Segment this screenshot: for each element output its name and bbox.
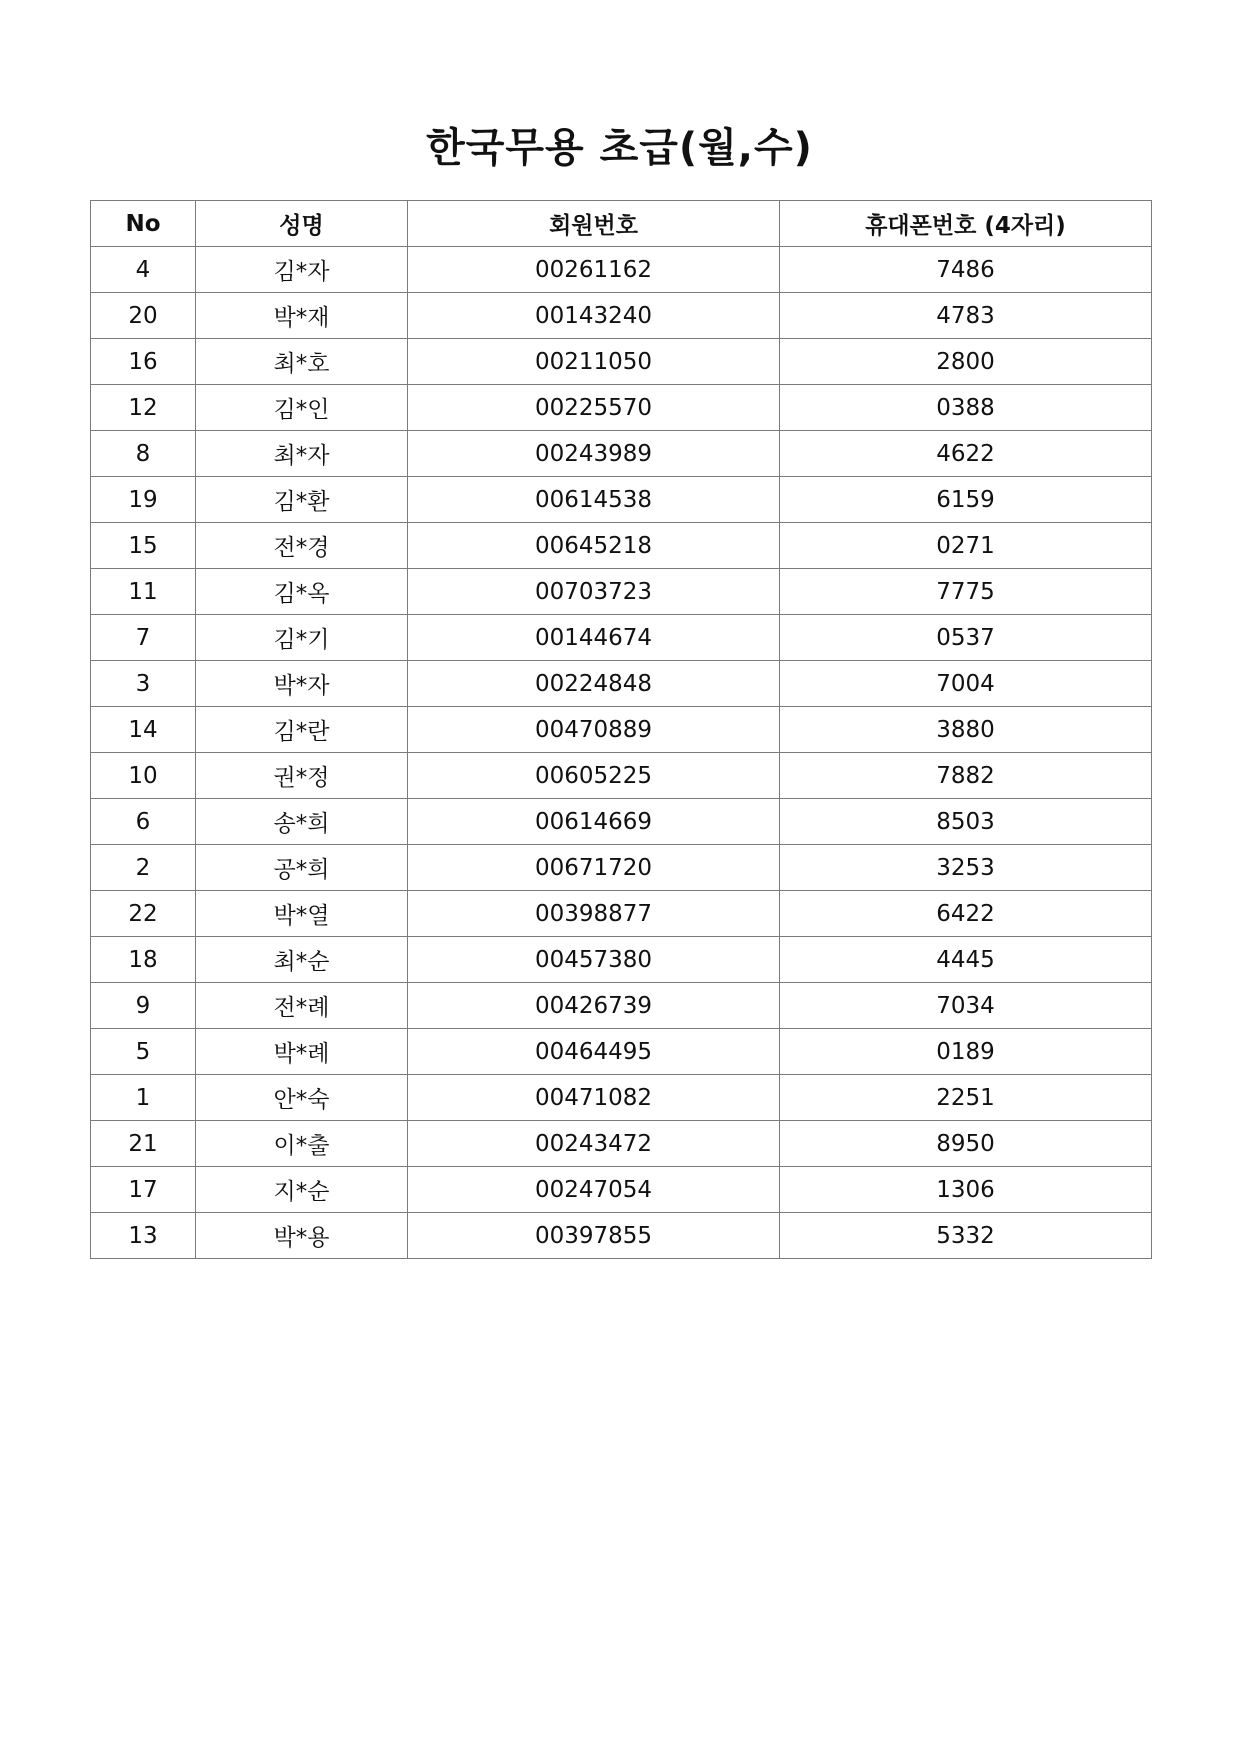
cell-phone-last4: 0388 bbox=[780, 385, 1152, 431]
cell-no: 5 bbox=[91, 1029, 196, 1075]
cell-no: 6 bbox=[91, 799, 196, 845]
cell-member-number: 00605225 bbox=[408, 753, 780, 799]
cell-member-number: 00614538 bbox=[408, 477, 780, 523]
cell-name: 최*순 bbox=[196, 937, 408, 983]
cell-name: 지*순 bbox=[196, 1167, 408, 1213]
cell-no: 21 bbox=[91, 1121, 196, 1167]
cell-phone-last4: 2251 bbox=[780, 1075, 1152, 1121]
header-member-number: 회원번호 bbox=[408, 201, 780, 247]
table-row bbox=[91, 569, 1152, 615]
table-row bbox=[91, 891, 1152, 937]
cell-no: 22 bbox=[91, 891, 196, 937]
cell-member-number: 00243472 bbox=[408, 1121, 780, 1167]
cell-member-number: 00645218 bbox=[408, 523, 780, 569]
cell-no: 20 bbox=[91, 293, 196, 339]
page-title: 한국무용 초급(월,수) bbox=[426, 125, 813, 171]
cell-name: 박*재 bbox=[196, 293, 408, 339]
table-header-row bbox=[91, 201, 1152, 247]
cell-no: 16 bbox=[91, 339, 196, 385]
header-name: 성명 bbox=[196, 201, 408, 247]
cell-no: 4 bbox=[91, 247, 196, 293]
cell-phone-last4: 3880 bbox=[780, 707, 1152, 753]
table-row bbox=[91, 1029, 1152, 1075]
cell-member-number: 00614669 bbox=[408, 799, 780, 845]
cell-phone-last4: 2800 bbox=[780, 339, 1152, 385]
cell-member-number: 00261162 bbox=[408, 247, 780, 293]
table-row bbox=[91, 661, 1152, 707]
cell-phone-last4: 0189 bbox=[780, 1029, 1152, 1075]
cell-member-number: 00703723 bbox=[408, 569, 780, 615]
cell-no: 19 bbox=[91, 477, 196, 523]
cell-member-number: 00225570 bbox=[408, 385, 780, 431]
table-row bbox=[91, 1121, 1152, 1167]
cell-member-number: 00243989 bbox=[408, 431, 780, 477]
cell-member-number: 00471082 bbox=[408, 1075, 780, 1121]
cell-name: 최*자 bbox=[196, 431, 408, 477]
cell-no: 7 bbox=[91, 615, 196, 661]
table-row bbox=[91, 799, 1152, 845]
cell-name: 권*정 bbox=[196, 753, 408, 799]
cell-no: 3 bbox=[91, 661, 196, 707]
cell-no: 8 bbox=[91, 431, 196, 477]
table-row bbox=[91, 477, 1152, 523]
table-body bbox=[91, 247, 1152, 1259]
cell-phone-last4: 4783 bbox=[780, 293, 1152, 339]
cell-phone-last4: 6422 bbox=[780, 891, 1152, 937]
cell-member-number: 00224848 bbox=[408, 661, 780, 707]
cell-phone-last4: 4445 bbox=[780, 937, 1152, 983]
cell-no: 10 bbox=[91, 753, 196, 799]
member-table bbox=[90, 200, 1152, 1259]
cell-no: 9 bbox=[91, 983, 196, 1029]
cell-phone-last4: 7034 bbox=[780, 983, 1152, 1029]
cell-name: 공*희 bbox=[196, 845, 408, 891]
cell-member-number: 00457380 bbox=[408, 937, 780, 983]
cell-no: 13 bbox=[91, 1213, 196, 1259]
table-row bbox=[91, 1075, 1152, 1121]
cell-member-number: 00398877 bbox=[408, 891, 780, 937]
cell-phone-last4: 8503 bbox=[780, 799, 1152, 845]
table-row bbox=[91, 937, 1152, 983]
cell-name: 박*열 bbox=[196, 891, 408, 937]
table-row bbox=[91, 247, 1152, 293]
header-no: No bbox=[91, 201, 196, 247]
cell-phone-last4: 0271 bbox=[780, 523, 1152, 569]
cell-name: 김*란 bbox=[196, 707, 408, 753]
cell-name: 이*출 bbox=[196, 1121, 408, 1167]
table-row bbox=[91, 523, 1152, 569]
cell-name: 김*인 bbox=[196, 385, 408, 431]
cell-name: 박*자 bbox=[196, 661, 408, 707]
cell-phone-last4: 3253 bbox=[780, 845, 1152, 891]
table-row bbox=[91, 707, 1152, 753]
cell-phone-last4: 7486 bbox=[780, 247, 1152, 293]
cell-phone-last4: 0537 bbox=[780, 615, 1152, 661]
cell-name: 전*례 bbox=[196, 983, 408, 1029]
cell-name: 전*경 bbox=[196, 523, 408, 569]
cell-member-number: 00247054 bbox=[408, 1167, 780, 1213]
table-row bbox=[91, 615, 1152, 661]
cell-name: 안*숙 bbox=[196, 1075, 408, 1121]
table-row bbox=[91, 845, 1152, 891]
cell-member-number: 00426739 bbox=[408, 983, 780, 1029]
cell-no: 1 bbox=[91, 1075, 196, 1121]
cell-no: 17 bbox=[91, 1167, 196, 1213]
cell-name: 김*옥 bbox=[196, 569, 408, 615]
cell-no: 15 bbox=[91, 523, 196, 569]
cell-member-number: 00470889 bbox=[408, 707, 780, 753]
cell-phone-last4: 7775 bbox=[780, 569, 1152, 615]
cell-member-number: 00211050 bbox=[408, 339, 780, 385]
table-row bbox=[91, 983, 1152, 1029]
cell-name: 최*호 bbox=[196, 339, 408, 385]
cell-name: 박*례 bbox=[196, 1029, 408, 1075]
cell-name: 김*기 bbox=[196, 615, 408, 661]
cell-member-number: 00143240 bbox=[408, 293, 780, 339]
cell-name: 김*자 bbox=[196, 247, 408, 293]
table-row bbox=[91, 1213, 1152, 1259]
cell-member-number: 00397855 bbox=[408, 1213, 780, 1259]
cell-member-number: 00671720 bbox=[408, 845, 780, 891]
cell-phone-last4: 7004 bbox=[780, 661, 1152, 707]
cell-no: 11 bbox=[91, 569, 196, 615]
cell-phone-last4: 5332 bbox=[780, 1213, 1152, 1259]
cell-name: 박*용 bbox=[196, 1213, 408, 1259]
cell-member-number: 00464495 bbox=[408, 1029, 780, 1075]
cell-phone-last4: 8950 bbox=[780, 1121, 1152, 1167]
cell-no: 18 bbox=[91, 937, 196, 983]
table-row bbox=[91, 385, 1152, 431]
header-phone-last4: 휴대폰번호 (4자리) bbox=[780, 201, 1152, 247]
cell-member-number: 00144674 bbox=[408, 615, 780, 661]
cell-no: 14 bbox=[91, 707, 196, 753]
cell-phone-last4: 1306 bbox=[780, 1167, 1152, 1213]
cell-name: 김*환 bbox=[196, 477, 408, 523]
cell-phone-last4: 6159 bbox=[780, 477, 1152, 523]
table-row bbox=[91, 1167, 1152, 1213]
cell-no: 2 bbox=[91, 845, 196, 891]
table-row bbox=[91, 431, 1152, 477]
cell-no: 12 bbox=[91, 385, 196, 431]
cell-phone-last4: 4622 bbox=[780, 431, 1152, 477]
table-row bbox=[91, 293, 1152, 339]
table-row bbox=[91, 753, 1152, 799]
cell-name: 송*희 bbox=[196, 799, 408, 845]
cell-phone-last4: 7882 bbox=[780, 753, 1152, 799]
table-row bbox=[91, 339, 1152, 385]
